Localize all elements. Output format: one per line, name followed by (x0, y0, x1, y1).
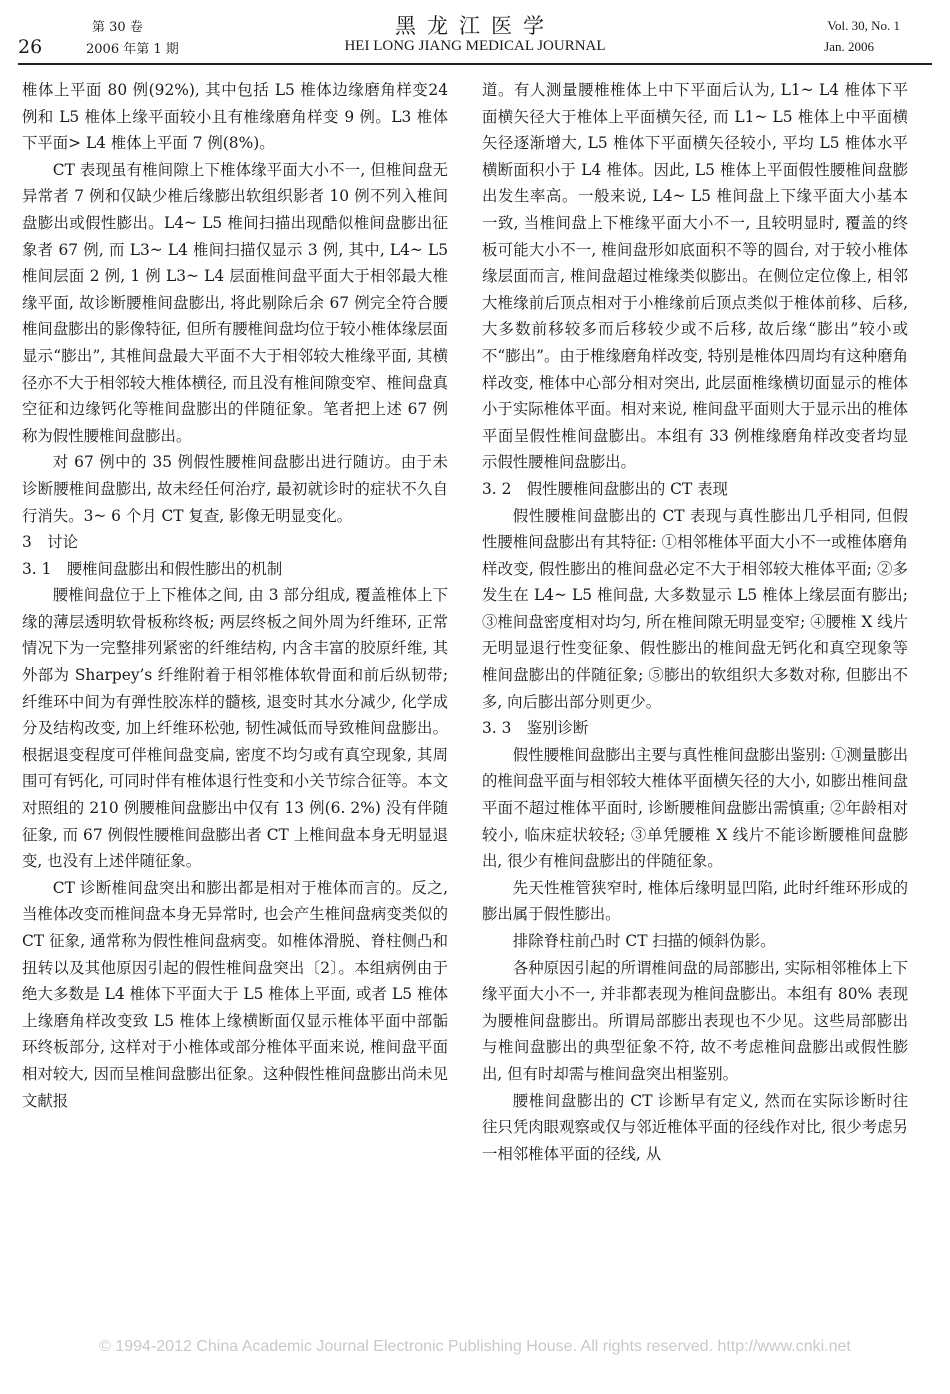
paragraph: 腰椎间盘膨出的 CT 诊断早有定义, 然而在实际诊断时往往只凭肉眼观察或仅与邻近椎体平面的径线作对比, 很少考虑另一相邻椎体平面的径线, 从 (482, 1091, 908, 1163)
right-column (482, 77, 908, 1167)
paragraph: 各种原因引起的所谓椎间盘的局部膨出, 实际相邻椎体上下缘平面大小不一, 并非都表现为椎间盘膨出。本组有 80% 表现为腰椎间盘膨出。所谓局部膨出表现也不少见。这些局部膨出与椎间盘膨出的典型征象不符, 故不考虑椎间盘膨出或假性膨出, 但有时却需与椎间盘突出相鉴别。 (482, 958, 908, 1083)
paragraph: 排除脊柱前凸时 CT 扫描的倾斜伪影。 (512, 932, 776, 950)
section-heading: 3 讨论 (22, 533, 78, 552)
copyright-watermark: © 1994-2012 China Academic Journal Electronic Publishing House. All rights reserved. http://www.cnki.net (99, 1338, 851, 1355)
journal-title-en: HEI LONG JIANG MEDICAL JOURNAL (344, 38, 606, 54)
paragraph: 道。有人测量腰椎椎体上中下平面后认为, L1~ L4 椎体下平面横矢径大于椎体上平面横矢径, 而 L1~ L5 椎体上中平面横矢径逐渐增大, L5 椎体下平面横矢径较小, 平均 L5 椎体水平横断面积小于 L4 椎体。因此, L5 椎体上平面假性腰椎间盘膨出发生率高。一般来说, L4~ L5 椎间盘上下缘平面大小基本一致, 当椎间盘上下椎缘平面大小不一, 且较明显时, 覆盖的终板可能大小不一, 椎间盘形如底面积不等的圆台, 对于较小椎体缘层面而言, 椎间盘超过椎缘类似膨出。在侧位定位像上, 相邻大椎缘前后顶点相对于小椎缘前后顶点类似于椎体前移、后移, 大多数前移较多而后移较少或不后移, 故后缘“膨出”较小或不“膨出”。由于椎缘磨角样改变, 特别是椎体四周均有这种磨角样改变, 椎体中心部分相对突出, 此层面椎缘横切面显示的椎体小于实际椎体平面。相对来说, 椎间盘平面则大于显示出的椎体平面呈假性椎间盘膨出。本组有 33 例椎缘磨角样改变者均显示假性腰椎间盘膨出。 (482, 81, 908, 472)
paragraph: 对 67 例中的 35 例假性腰椎间盘膨出进行随访。由于未诊断腰椎间盘膨出, 故未经任何治疗, 最初就诊时的症状不久自行消失。3~ 6 个月 CT 复查, 影像无明显变化。 (22, 453, 448, 525)
paragraph: 假性腰椎间盘膨出的 CT 表现与真性膨出几乎相同, 但假性腰椎间盘膨出有其特征: ①相邻椎体平面大小不一或椎体磨角样改变, 假性膨出的椎间盘必定不大于相邻较大椎体平面; ②多发生在 L4~ L5 椎间盘, 大多数显示 L5 椎体上缘层面有膨出; ③椎间盘密度相对均匀, 所在椎间隙无明显变窄; ④腰椎 X 线片无明显退行性变征象、假性膨出的椎间盘无钙化和真空现象等椎间盘膨出的伴随征象; ⑤膨出的软组织大多数对称, 但膨出不多, 向后膨出部分则更少。 (482, 506, 908, 711)
paragraph: 假性腰椎间盘膨出主要与真性椎间盘膨出鉴别: ①测量膨出的椎间盘平面与相邻较大椎体平面横矢径的大小, 如膨出椎间盘平面不超过椎体平面时, 诊断腰椎间盘膨出需慎重; ②年龄相对较小, 临床症状较轻; ③单凭腰椎 X 线片不能诊断腰椎间盘膨出, 很少有椎间盘膨出的伴随征象。 (482, 745, 908, 871)
journal-title-cn: 黑龙江医学 (395, 14, 555, 38)
paragraph: 椎体上平面 80 例(92%), 其中包括 L5 椎体边缘磨角样变24 例和 L5 椎体上缘平面较小且有椎缘磨角样变 9 例。L3 椎体下平面> L4 椎体上平面 7 例(8%)。 (22, 81, 448, 153)
paragraph: CT 表现虽有椎间隙上下椎体缘平面大小不一, 但椎间盘无异常者 7 例和仅缺少椎后缘膨出软组织影者 10 例不列入椎间盘膨出或假性膨出。L4~ L5 椎间扫描出现酷似椎间盘膨出征象者 67 例, 而 L3~ L4 椎间扫描仅显示 3 例, 其中, L4~ L5 椎间层面 2 例, 1 例 L3~ L4 层面椎间盘平面大于相邻最大椎缘平面, 故诊断腰椎间盘膨出, 将此剔除后余 67 例完全符合腰椎间盘膨出的影像特征, 但所有腰椎间盘均位于较小椎体缘层面显示“膨出”, 其椎间盘最大平面不大于相邻较大椎缘平面, 其横径亦不大于相邻较大椎体横径, 而且没有椎间隙变窄、椎间盘真空征和边缘钙化等椎间盘膨出的伴随征象。笔者把上述 67 例称为假性腰椎间盘膨出。 (22, 160, 448, 445)
volume-cn: 第 30 卷 (92, 20, 143, 35)
subsection-heading: 3. 2 假性腰椎间盘膨出的 CT 表现 (482, 479, 728, 498)
page-number: 26 (18, 36, 43, 58)
page-header (0, 0, 950, 66)
issue-date-en: Jan. 2006 (824, 39, 874, 54)
header-divider (18, 63, 932, 65)
issue-date-cn: 2006 年第 1 期 (86, 42, 179, 57)
paragraph: 腰椎间盘位于上下椎体之间, 由 3 部分组成, 覆盖椎体上下缘的薄层透明软骨板称终板; 两层终板之间外周为纤维环, 正常情况下为一完整排列紧密的纤维结构, 内含丰富的胶原纤维, 其外部为 Sharpey’s 纤维附着于相邻椎体软骨面和前后纵韧带; 纤维环中间为有弹性胶冻样的髓核, 退变时其水分减少, 化学成分及结构改变, 加上纤维环松弛, 韧性减低而导致椎间盘膨出。根据退变程度可伴椎间盘变扁, 密度不均匀或有真空现象, 其周围可有钙化, 可同时伴有椎体退行性变和小关节综合征等。本文对照组的 210 例腰椎间盘膨出中仅有 13 例(6. 2%) 没有伴随征象, 而 67 例假性腰椎间盘膨出者 CT 上椎间盘本身无明显退变, 也没有上述伴随征象。 (22, 586, 448, 871)
left-column (22, 77, 448, 1114)
volume-en: Vol. 30, No. 1 (827, 18, 900, 33)
subsection-heading: 3. 3 鉴别诊断 (482, 719, 589, 738)
paragraph: 先天性椎管狭窄时, 椎体后缘明显凹陷, 此时纤维环形成的膨出属于假性膨出。 (482, 878, 908, 924)
subsection-heading: 3. 1 腰椎间盘膨出和假性膨出的机制 (22, 559, 283, 578)
paragraph: CT 诊断椎间盘突出和膨出都是相对于椎体而言的。反之, 当椎体改变而椎间盘本身无异常时, 也会产生椎间盘病变类似的 CT 征象, 通常称为假性椎间盘病变。如椎体滑脱、脊柱侧凸和扭转以及其他原因引起的假性椎间盘突出〔2〕。本组病例由于绝大多数是 L4 椎体下平面大于 L5 椎体上平面, 或者 L5 椎体上缘磨角样改变致 L5 椎体上缘横断面仅显示椎体平面中部骺环终板部分, 这样对于小椎体或部分椎体平面来说, 椎间盘平面相对较大, 因而呈椎间盘膨出征象。这种假性椎间盘膨出尚未见文献报 (22, 878, 448, 1110)
